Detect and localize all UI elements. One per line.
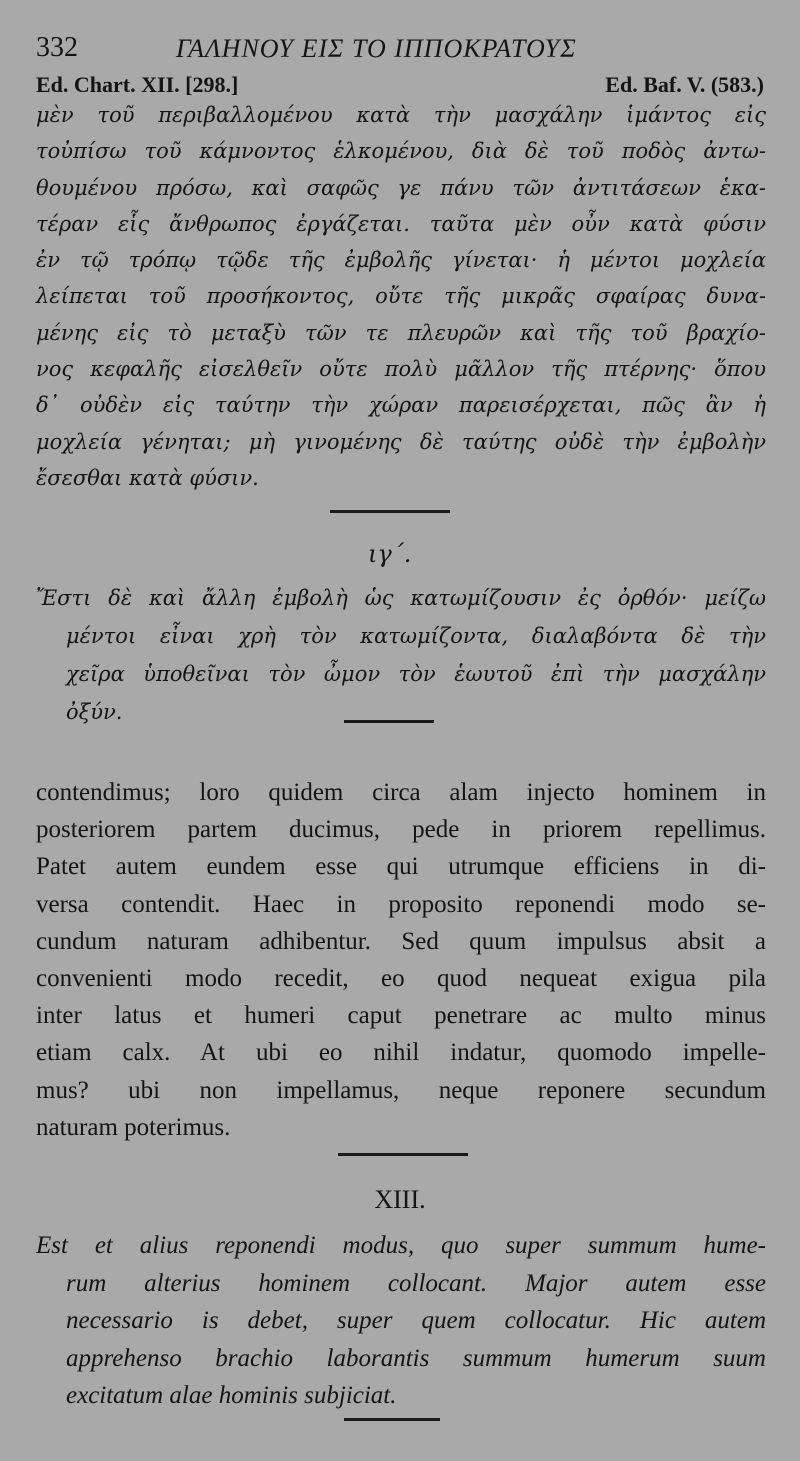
edition-reference-left: Ed. Chart. XII. [298.] [36,72,239,97]
page-number: 332 [36,32,78,63]
section-divider [338,1153,468,1156]
text-line: χεῖρα ὑποθεῖναι τὸν ὦμον τὸν ἑωυτοῦ ἐπὶ τὴν μασχάλην [66,662,766,686]
text-line: μοχλεία γένηται; μὴ γινομένης δὲ ταύτης οὐδὲ τὴν ἐμβολὴν [36,429,766,454]
running-title: ΓΑΛΗΝΟΥ ΕΙΣ ΤΟ ΙΠΠΟΚΡΑΤΟΥΣ [176,34,577,63]
latin-paragraph [36,774,766,1146]
latin-section-number: XIII. [374,1185,426,1214]
text-line: mus? ubi non impellamus, neque reponere secundum [36,1076,766,1104]
text-line: θουμένου πρόσω, καὶ σαφῶς γε πάνυ τῶν ἀντιτάσεων ἑκα- [36,175,766,200]
text-line: inter latus et humeri caput penetrare ac multo minus [36,1002,766,1030]
text-line: posteriorem partem ducimus, pede in priorem repellimus. [36,816,766,844]
text-line: excitatum alae hominis subjiciat. [66,1382,397,1409]
latin-italic-paragraph [36,1227,766,1415]
text-line: versa contendit. Haec in proposito reponendi modo se- [36,890,766,918]
section-divider [344,1418,440,1421]
text-line: λείπεται τοῦ προσήκοντος, οὔτε τῆς μικρᾶς σφαίρας δυνα- [36,284,766,309]
text-line: convenienti modo recedit, eo quod nequeat exigua pila [36,965,766,993]
section-divider [344,720,434,723]
greek-section-number: ιγ΄. [368,540,412,568]
text-line: rum alterius hominem collocant. Major autem esse [66,1269,766,1297]
text-line: cundum naturam adhibentur. Sed quum impulsus absit a [36,927,766,955]
edition-reference-right: Ed. Baf. V. (583.) [605,72,764,97]
text-line: Patet autem eundem esse qui utrumque efficiens in di- [36,853,766,881]
text-line: apprehenso brachio laborantis summum humerum suum [66,1344,766,1372]
text-line: Est et alius reponendi modus, quo super summum hume- [36,1232,766,1259]
running-header [36,32,764,72]
text-line: Ἔστι δὲ καὶ ἄλλη ἐμβολὴ ὡς κατωμίζουσιν ἐς ὀρθόν· μείζω [36,586,766,610]
text-line: δ᾽ οὐδὲν εἰς ταύτην τὴν χώραν παρεισέρχεται, πῶς ἂν ἡ [36,393,766,418]
text-line: ἔσεσθαι κατὰ φύσιν. [36,465,259,490]
text-line: necessario is debet, super quem collocatur. Hic autem [66,1307,766,1334]
greek-paragraph-2 [36,579,766,731]
text-line: contendimus; loro quidem circa alam injecto hominem in [36,779,766,806]
text-line: μένης εἰς τὸ μεταξὺ τῶν τε πλευρῶν καὶ τῆς τοῦ βραχίο- [36,320,766,345]
text-line: νος κεφαλῆς εἰσελθεῖν οὔτε πολὺ μᾶλλον τῆς πτέρνης· ὅπου [36,357,766,382]
text-line: etiam calx. At ubi eo nihil indatur, quomodo impelle- [36,1039,766,1067]
text-line: τοὐπίσω τοῦ κάμνοντος ἑλκομένου, διὰ δὲ τοῦ ποδὸς ἀντω- [36,139,766,164]
text-line: ἐν τῷ τρόπῳ τῷδε τῆς ἐμβολῆς γίνεται· ἡ μέντοι μοχλεία [36,248,766,273]
greek-paragraph [36,97,766,496]
text-line: ὀξύν. [66,700,123,724]
text-line: μὲν τοῦ περιβαλλομένου κατὰ τὴν μασχάλην ἱμάντος εἰς [36,103,766,127]
text-line: naturam poterimus. [36,1113,231,1141]
section-divider [330,510,450,513]
text-line: τέραν εἷς ἄνθρωπος ἐργάζεται. ταῦτα μὲν οὖν κατὰ φύσιν [36,211,766,236]
text-line: μέντοι εἶναι χρὴ τὸν κατωμίζοντα, διαλαβόντα δὲ τὴν [66,624,766,648]
